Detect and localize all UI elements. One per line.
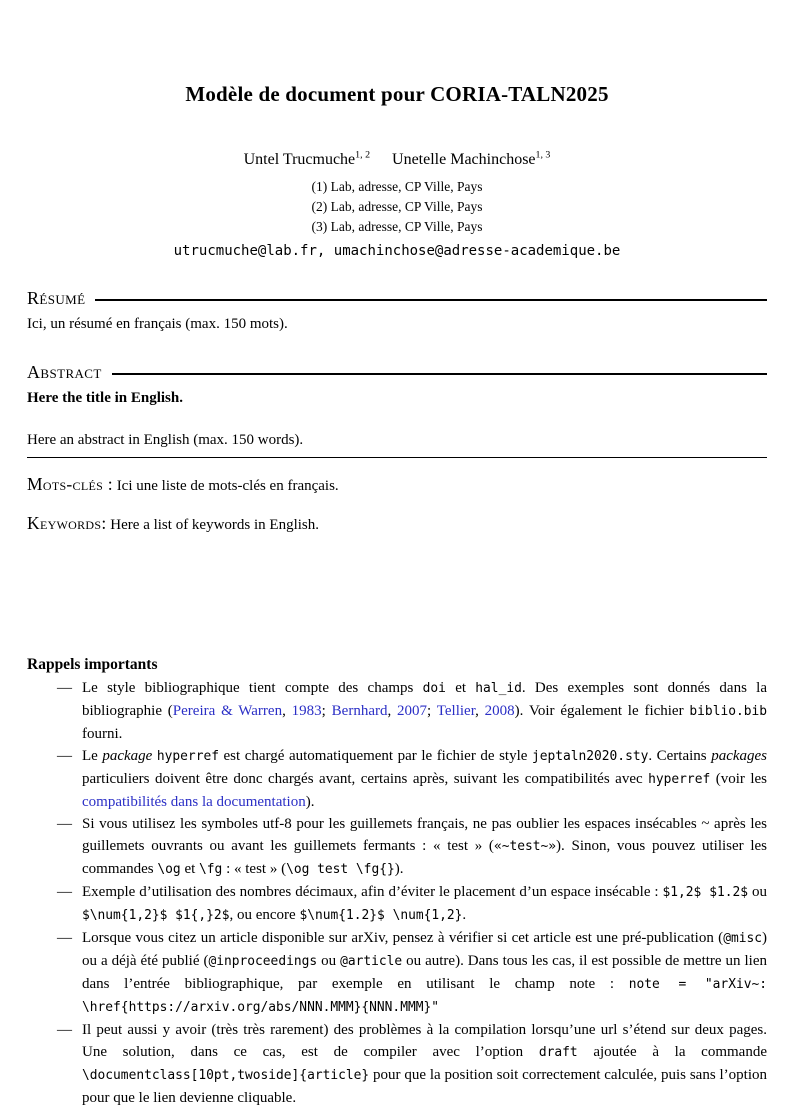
text-segment: Le — [82, 748, 103, 764]
text-segment: ou — [748, 884, 768, 900]
text-segment: ; — [427, 703, 437, 719]
dash-bullet: — — [57, 748, 72, 764]
reminders-heading: Rappels importants — [27, 656, 158, 673]
reminder-item-text — [82, 1019, 767, 1109]
affiliation-2: (2) Lab, adresse, CP Ville, Pays — [311, 199, 483, 214]
authors-line — [27, 151, 767, 169]
text-segment: $1,2$ $1.2$ — [662, 885, 749, 900]
affiliation-1: (1) Lab, adresse, CP Ville, Pays — [311, 179, 483, 194]
text-segment: 1, 2 — [355, 149, 371, 161]
reminders-list — [27, 677, 767, 1109]
text-segment: . Des exemples sont donnés dans la bibliographie ( — [82, 680, 767, 719]
text-segment: ; — [321, 703, 332, 719]
keywords-label: Keywords: — [27, 513, 107, 533]
text-segment: @inproceedings — [208, 954, 318, 969]
abstract-section-header — [27, 361, 767, 383]
text-segment: \documentclass[10pt,twoside]{article} — [82, 1068, 370, 1083]
author-emails: utrucmuche@lab.fr, umachinchose@adresse-academique.be — [173, 243, 621, 259]
text-segment: , — [387, 703, 398, 719]
text-segment: , — [475, 703, 485, 719]
inline-link[interactable]: 2007 — [397, 703, 428, 719]
text-segment: . — [462, 907, 467, 923]
text-segment: particuliers doivent être donc chargés avant, certains après, suivant les compatibilités avec — [82, 771, 649, 787]
text-segment: ). Voir également le fichier — [514, 703, 690, 719]
inline-link[interactable]: 1983 — [291, 703, 322, 719]
text-segment: $\num{1,2}$ $1{,}2$ — [82, 908, 230, 923]
inline-link[interactable]: 2008 — [484, 703, 515, 719]
text-segment: Unetelle Machinchose — [392, 151, 536, 168]
text-segment: 1, 3 — [535, 149, 551, 161]
reminder-item-1 — [57, 677, 767, 745]
reminder-item-5 — [57, 927, 767, 1019]
text-segment: packages — [711, 748, 767, 764]
dash-bullet: — — [57, 816, 72, 832]
resume-section-header — [27, 287, 767, 309]
reminder-item-4 — [57, 881, 767, 927]
text-segment: hyperref — [156, 749, 219, 764]
reminder-item-text — [82, 813, 767, 881]
abstract-text: Here an abstract in English (max. 150 words). — [27, 430, 767, 458]
reminder-item-text — [82, 677, 767, 745]
text-segment: ). — [305, 794, 315, 810]
text-segment: ou autre). Dans tous les cas, il est possible de mettre un lien dans l’entrée bibliographique, par exemple en utilisant le champ note : — [82, 953, 767, 992]
resume-text: Ici, un résumé en français (max. 150 mots). — [27, 316, 288, 332]
inline-link[interactable]: Pereira & Warren — [172, 703, 283, 719]
inline-link[interactable]: compatibilités dans la documentation — [82, 794, 306, 810]
reminder-item-6 — [57, 1019, 767, 1109]
keywords-text: Here a list of keywords in English. — [106, 517, 320, 533]
dash-bullet: — — [57, 930, 72, 946]
mots-cles-line — [27, 473, 767, 497]
text-segment: hyperref — [648, 772, 711, 787]
text-segment: ). Sinon, vous pouvez utiliser les commandes — [82, 838, 767, 877]
resume-rule — [95, 299, 767, 301]
resume-label: Résumé — [27, 287, 86, 308]
reminder-item-text — [82, 927, 767, 1019]
text-segment: pour que la position soit correctement calculée, puis sans l’option pour que le lien devienne cliquable. — [82, 1067, 767, 1106]
text-segment: (voir les — [710, 771, 767, 787]
text-segment: ) ou a déjà été publié ( — [82, 930, 767, 969]
dash-bullet: — — [57, 680, 72, 696]
mots-cles-text: Ici une liste de mots-clés en français. — [112, 478, 339, 494]
paper-title: Modèle de document pour CORIA-TALN2025 — [185, 82, 609, 106]
text-segment: package — [102, 748, 153, 764]
text-segment: jeptaln2020.sty — [531, 749, 649, 764]
text-segment: draft — [538, 1045, 578, 1060]
text-segment: $\num{1.2}$ \num{1,2} — [299, 908, 463, 923]
text-segment: «~test~» — [493, 839, 557, 854]
text-segment: biblio.bib — [689, 704, 768, 719]
inline-link[interactable]: Tellier — [436, 703, 476, 719]
text-segment: est chargé automatiquement par le fichier de style — [218, 748, 532, 764]
affiliation-3: (3) Lab, adresse, CP Ville, Pays — [311, 219, 483, 234]
text-segment: \og test \fg{} — [286, 862, 395, 877]
text-segment: doi — [422, 681, 446, 696]
text-segment: @misc — [723, 931, 762, 946]
text-segment: Il peut aussi y avoir (très très rarement) des problèmes à la compilation lorsqu’une url s’étend sur deux pages. Une solution, dans ce cas, est de compiler avec l’option — [82, 1022, 767, 1060]
text-segment: fourni. — [82, 726, 123, 742]
keywords-line — [27, 512, 767, 536]
english-title: Here the title in English. — [27, 390, 183, 406]
text-segment: , ou encore — [229, 907, 300, 923]
reminder-item-text — [82, 745, 767, 813]
text-segment: ajoutée à la commande — [577, 1044, 767, 1060]
abstract-label: Abstract — [27, 361, 102, 382]
text-segment: Si vous utilisez les symboles utf-8 pour les guillemets français, ne pas oublier les espaces insécables ~ après les guillemets ouvrants ou avant les guillemets fermants : « test » ( — [82, 816, 767, 854]
text-segment: Le style bibliographique tient compte des champs — [82, 680, 423, 696]
text-segment: \og — [157, 862, 181, 877]
text-segment: : « test » ( — [222, 861, 287, 877]
text-segment: Exemple d’utilisation des nombres décimaux, afin d’éviter le placement d’un espace insécable : — [82, 884, 663, 900]
reminder-item-2 — [57, 745, 767, 813]
reminder-item-3 — [57, 813, 767, 881]
text-segment: note = "arXiv~: \href{https://arxiv.org/abs/NNN.MMM}{NNN.MMM}" — [82, 977, 768, 1015]
text-segment: Untel Trucmuche — [243, 151, 356, 168]
dash-bullet: — — [57, 884, 72, 900]
text-segment: , — [282, 703, 292, 719]
text-segment: ou — [317, 953, 341, 969]
text-segment: Lorsque vous citez un article disponible sur arXiv, pensez à vérifier si cet article est une pré-publication ( — [82, 930, 724, 946]
text-segment: et — [180, 861, 200, 877]
text-segment: hal_id — [475, 681, 522, 696]
text-segment: \fg — [199, 862, 223, 877]
text-segment: . Certains — [648, 748, 712, 764]
text-segment: ). — [394, 861, 404, 877]
mots-cles-label: Mots-clés : — [27, 474, 113, 494]
inline-link[interactable]: Bernhard — [331, 703, 388, 719]
text-segment: @article — [340, 954, 403, 969]
abstract-rule — [112, 373, 767, 375]
dash-bullet: — — [57, 1022, 72, 1038]
text-segment: et — [445, 680, 476, 696]
reminder-item-text — [82, 881, 767, 927]
